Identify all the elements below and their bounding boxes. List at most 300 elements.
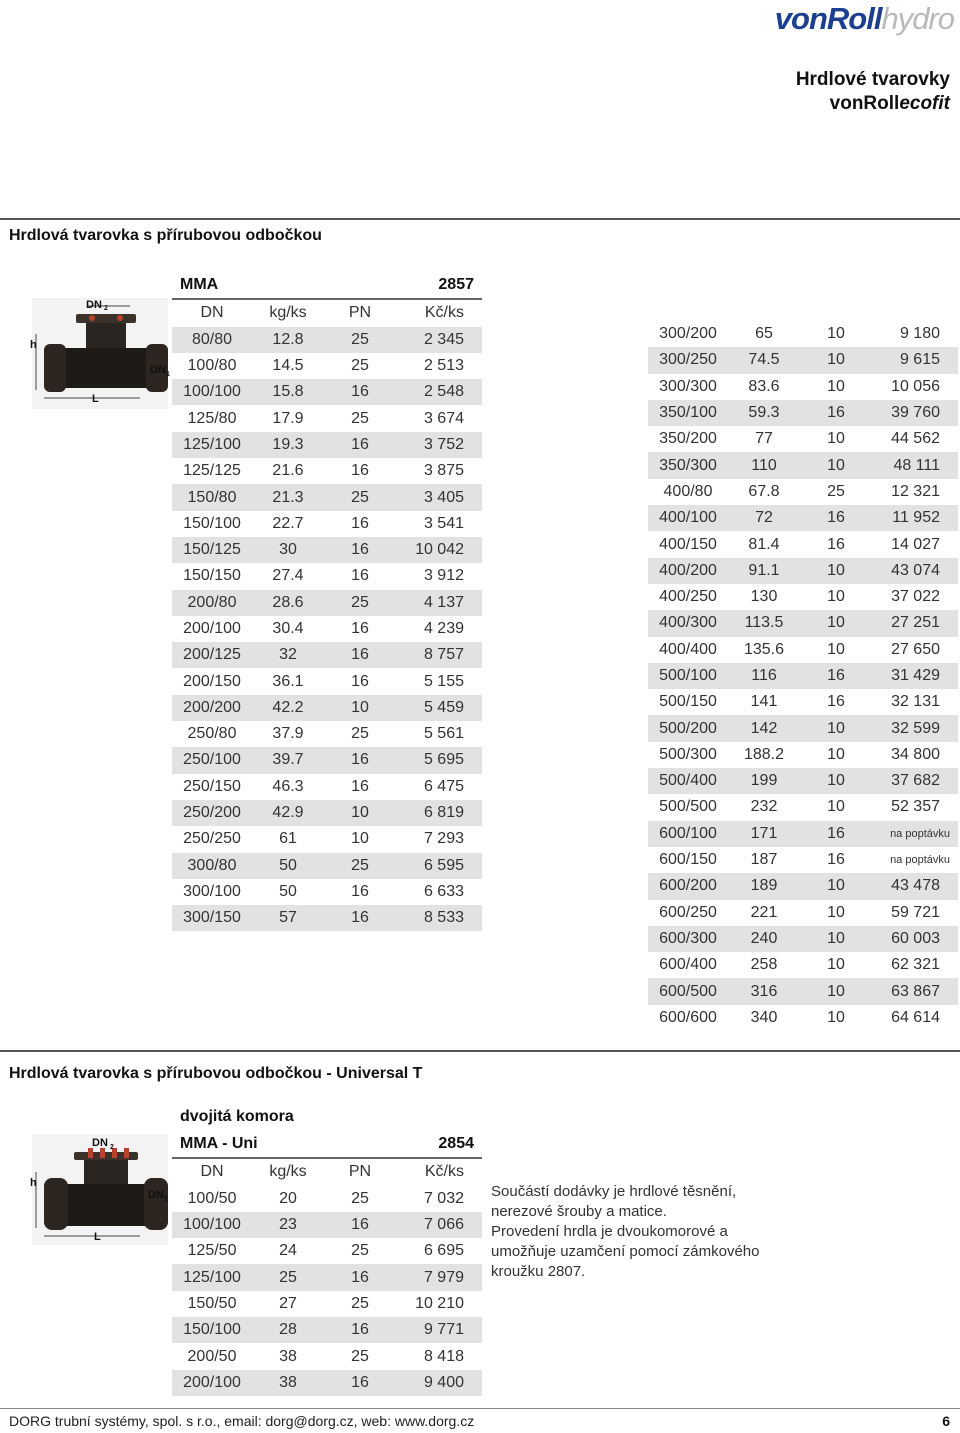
cell-pn: 10 <box>800 794 872 820</box>
section-divider <box>0 218 960 220</box>
figure-label-dn1-sub: 1 <box>166 371 170 378</box>
table-header-row <box>172 272 482 299</box>
table-row <box>648 452 958 478</box>
price-table-2857-continued <box>648 321 958 1031</box>
table-row <box>172 747 482 773</box>
cell-weight: 27.4 <box>252 563 324 589</box>
table-row <box>648 900 958 926</box>
document-title-line2 <box>796 92 950 116</box>
cell-pn: 16 <box>800 505 872 531</box>
cell-pn: 16 <box>324 1212 396 1238</box>
cell-weight: 50 <box>252 853 324 879</box>
cell-dn: 600/600 <box>648 1005 728 1031</box>
cell-weight: 25 <box>252 1264 324 1290</box>
table-row <box>648 531 958 557</box>
cell-pn: 25 <box>324 1343 396 1369</box>
figure-label-l: L <box>94 1231 101 1243</box>
cell-weight: 19.3 <box>252 432 324 458</box>
table-row <box>648 374 958 400</box>
cell-pn: 10 <box>800 321 872 347</box>
figure-label-h: h <box>30 339 37 351</box>
cell-price: 32 131 <box>872 689 958 715</box>
cell-price: 11 952 <box>872 505 958 531</box>
cell-pn: 25 <box>324 590 396 616</box>
cell-weight: 81.4 <box>728 531 800 557</box>
cell-pn: 10 <box>800 715 872 741</box>
cell-weight: 24 <box>252 1238 324 1264</box>
cell-weight: 110 <box>728 452 800 478</box>
cell-pn: 10 <box>800 873 872 899</box>
document-title-line1: Hrdlové tvarovky <box>795 69 950 90</box>
cell-weight: 27 <box>252 1291 324 1317</box>
cell-dn: 100/80 <box>172 353 252 379</box>
cell-price: 5 459 <box>396 695 482 721</box>
cell-pn: 25 <box>324 1291 396 1317</box>
cell-pn: 16 <box>324 432 396 458</box>
cell-dn: 500/500 <box>648 794 728 820</box>
cell-pn: 16 <box>324 563 396 589</box>
cell-weight: 316 <box>728 978 800 1004</box>
figure-label-dn1: DN <box>148 1189 164 1201</box>
product-note <box>491 1182 781 1282</box>
cell-price: 9 615 <box>872 347 958 373</box>
cell-price: na poptávku <box>872 847 958 873</box>
cell-weight: 38 <box>252 1343 324 1369</box>
cell-price: 8 418 <box>396 1343 482 1369</box>
universal-tee-drawing <box>30 1132 170 1247</box>
cell-dn: 150/80 <box>172 484 252 510</box>
cell-pn: 16 <box>800 663 872 689</box>
cell-dn: 300/250 <box>648 347 728 373</box>
table-row <box>172 774 482 800</box>
cell-price: 4 137 <box>396 590 482 616</box>
cell-pn: 16 <box>324 747 396 773</box>
col-weight: kg/ks <box>252 1158 324 1185</box>
cell-weight: 189 <box>728 873 800 899</box>
table-row <box>648 821 958 847</box>
cell-weight: 28.6 <box>252 590 324 616</box>
section-divider <box>0 1050 960 1052</box>
cell-price: 5 155 <box>396 668 482 694</box>
cell-price: 59 721 <box>872 900 958 926</box>
cell-dn: 150/150 <box>172 563 252 589</box>
table-row <box>648 952 958 978</box>
cell-dn: 125/125 <box>172 458 252 484</box>
cell-dn: 350/300 <box>648 452 728 478</box>
cell-weight: 17.9 <box>252 405 324 431</box>
figure-label-dn1: DN <box>150 364 166 376</box>
cell-price: 8 757 <box>396 642 482 668</box>
table-row <box>172 826 482 852</box>
table-row <box>648 978 958 1004</box>
cell-dn: 400/200 <box>648 558 728 584</box>
cell-price: 3 912 <box>396 563 482 589</box>
cell-dn: 150/50 <box>172 1291 252 1317</box>
table-row <box>172 1370 482 1396</box>
cell-price: 9 771 <box>396 1317 482 1343</box>
cell-price: 10 056 <box>872 374 958 400</box>
cell-weight: 188.2 <box>728 742 800 768</box>
table-row <box>648 663 958 689</box>
cell-dn: 200/200 <box>172 695 252 721</box>
cell-price: 37 022 <box>872 584 958 610</box>
cell-dn: 300/100 <box>172 879 252 905</box>
cell-weight: 46.3 <box>252 774 324 800</box>
cell-price: 3 405 <box>396 484 482 510</box>
cell-price: 2 548 <box>396 379 482 405</box>
figure-label-dn2-sub: 2 <box>104 305 108 312</box>
cell-dn: 400/300 <box>648 610 728 636</box>
col-pn: PN <box>324 1158 396 1185</box>
cell-pn: 16 <box>324 879 396 905</box>
cell-price: 12 321 <box>872 479 958 505</box>
note-line: kroužku 2807. <box>491 1263 586 1280</box>
table-row <box>648 715 958 741</box>
column-header-row <box>172 1158 482 1185</box>
cell-price: 52 357 <box>872 794 958 820</box>
cell-price: 62 321 <box>872 952 958 978</box>
cell-weight: 36.1 <box>252 668 324 694</box>
cell-pn: 10 <box>324 826 396 852</box>
cell-pn: 25 <box>324 405 396 431</box>
table-row <box>648 847 958 873</box>
cell-price: na poptávku <box>872 821 958 847</box>
cell-dn: 250/80 <box>172 721 252 747</box>
cell-price: 8 533 <box>396 905 482 931</box>
cell-weight: 65 <box>728 321 800 347</box>
cell-dn: 300/200 <box>648 321 728 347</box>
cell-pn: 16 <box>800 531 872 557</box>
cell-weight: 21.6 <box>252 458 324 484</box>
col-dn: DN <box>172 299 252 326</box>
cell-dn: 500/200 <box>648 715 728 741</box>
cell-pn: 10 <box>324 800 396 826</box>
cell-pn: 16 <box>800 847 872 873</box>
cell-price: 7 032 <box>396 1186 482 1212</box>
cell-dn: 400/80 <box>648 479 728 505</box>
cell-weight: 187 <box>728 847 800 873</box>
vonroll-hydro-logo <box>775 2 954 36</box>
table-row <box>172 695 482 721</box>
table-row <box>648 1005 958 1031</box>
cell-weight: 30.4 <box>252 616 324 642</box>
cell-price: 14 027 <box>872 531 958 557</box>
footer-text: DORG trubní systémy, spol. s r.o., email: dorg@dorg.cz, web: www.dorg.cz <box>9 1413 475 1429</box>
cell-weight: 38 <box>252 1370 324 1396</box>
cell-dn: 350/200 <box>648 426 728 452</box>
cell-weight: 72 <box>728 505 800 531</box>
cell-weight: 91.1 <box>728 558 800 584</box>
cell-weight: 116 <box>728 663 800 689</box>
cell-dn: 400/250 <box>648 584 728 610</box>
cell-weight: 12.8 <box>252 327 324 353</box>
cell-weight: 240 <box>728 926 800 952</box>
table-row <box>172 1317 482 1343</box>
cell-price: 3 541 <box>396 511 482 537</box>
section2-title: Hrdlová tvarovka s přírubovou odbočkou - Universal T <box>9 1065 423 1082</box>
cell-pn: 16 <box>324 774 396 800</box>
cell-dn: 600/200 <box>648 873 728 899</box>
table-row <box>172 853 482 879</box>
cell-price: 2 345 <box>396 327 482 353</box>
cell-price: 6 695 <box>396 1238 482 1264</box>
cell-price: 7 979 <box>396 1264 482 1290</box>
cell-weight: 171 <box>728 821 800 847</box>
table-row <box>648 426 958 452</box>
table-row <box>172 1186 482 1212</box>
cell-price: 39 760 <box>872 400 958 426</box>
cell-dn: 600/250 <box>648 900 728 926</box>
cell-weight: 30 <box>252 537 324 563</box>
cell-dn: 250/100 <box>172 747 252 773</box>
table-row <box>172 642 482 668</box>
table-row <box>172 537 482 563</box>
page-number: 6 <box>942 1413 950 1429</box>
cell-weight: 83.6 <box>728 374 800 400</box>
cell-weight: 74.5 <box>728 347 800 373</box>
col-price: Kč/ks <box>396 299 482 326</box>
cell-weight: 59.3 <box>728 400 800 426</box>
cell-pn: 25 <box>324 353 396 379</box>
table-row <box>172 800 482 826</box>
cell-pn: 10 <box>800 452 872 478</box>
table-row <box>648 926 958 952</box>
cell-pn: 10 <box>800 900 872 926</box>
cell-pn: 10 <box>800 426 872 452</box>
cell-weight: 340 <box>728 1005 800 1031</box>
cell-dn: 80/80 <box>172 327 252 353</box>
cell-pn: 16 <box>324 642 396 668</box>
table-row <box>172 721 482 747</box>
note-line: Součástí dodávky je hrdlové těsnění, <box>491 1183 737 1200</box>
cell-dn: 600/500 <box>648 978 728 1004</box>
cell-pn: 10 <box>800 952 872 978</box>
cell-price: 6 475 <box>396 774 482 800</box>
cell-weight: 57 <box>252 905 324 931</box>
cell-pn: 25 <box>324 721 396 747</box>
cell-dn: 100/50 <box>172 1186 252 1212</box>
cell-pn: 16 <box>324 905 396 931</box>
cell-price: 6 595 <box>396 853 482 879</box>
cell-pn: 25 <box>324 327 396 353</box>
cell-weight: 32 <box>252 642 324 668</box>
table-row <box>648 637 958 663</box>
cell-dn: 150/100 <box>172 1317 252 1343</box>
table-row <box>648 347 958 373</box>
cell-dn: 150/100 <box>172 511 252 537</box>
cell-price: 3 752 <box>396 432 482 458</box>
tee-fitting-drawing <box>30 296 170 411</box>
cell-dn: 250/250 <box>172 826 252 852</box>
table-row <box>648 794 958 820</box>
cell-pn: 16 <box>324 1264 396 1290</box>
logo-part-vonroll: vonRoll <box>774 1 882 36</box>
cell-dn: 400/150 <box>648 531 728 557</box>
cell-weight: 39.7 <box>252 747 324 773</box>
figure-label-dn2-sub: 2 <box>110 1144 114 1151</box>
cell-weight: 221 <box>728 900 800 926</box>
cell-pn: 10 <box>800 610 872 636</box>
product-name: MMA <box>172 272 324 299</box>
cell-pn: 16 <box>324 511 396 537</box>
table-row <box>172 1343 482 1369</box>
column-header-row <box>172 299 482 326</box>
cell-pn: 10 <box>324 695 396 721</box>
cell-dn: 400/100 <box>648 505 728 531</box>
cell-price: 3 875 <box>396 458 482 484</box>
table-row <box>648 742 958 768</box>
cell-price: 7 066 <box>396 1212 482 1238</box>
cell-weight: 113.5 <box>728 610 800 636</box>
cell-price: 60 003 <box>872 926 958 952</box>
cell-dn: 150/125 <box>172 537 252 563</box>
cell-dn: 200/100 <box>172 1370 252 1396</box>
table-row <box>172 484 482 510</box>
table-row <box>172 1212 482 1238</box>
product-code: 2854 <box>324 1131 482 1158</box>
table-row <box>648 321 958 347</box>
cell-pn: 10 <box>800 347 872 373</box>
cell-dn: 250/200 <box>172 800 252 826</box>
table-row <box>648 584 958 610</box>
cell-price: 10 042 <box>396 537 482 563</box>
cell-pn: 16 <box>324 1370 396 1396</box>
figure-label-l: L <box>92 393 99 405</box>
cell-price: 3 674 <box>396 405 482 431</box>
cell-price: 2 513 <box>396 353 482 379</box>
cell-pn: 10 <box>800 1005 872 1031</box>
table-row <box>172 353 482 379</box>
table-row <box>172 327 482 353</box>
cell-weight: 15.8 <box>252 379 324 405</box>
col-dn: DN <box>172 1158 252 1185</box>
table-row <box>648 610 958 636</box>
cell-weight: 258 <box>728 952 800 978</box>
cell-pn: 16 <box>324 537 396 563</box>
cell-dn: 125/100 <box>172 432 252 458</box>
cell-price: 27 251 <box>872 610 958 636</box>
cell-weight: 61 <box>252 826 324 852</box>
table-row <box>172 1264 482 1290</box>
table-row <box>172 616 482 642</box>
cell-pn: 25 <box>324 484 396 510</box>
cell-price: 63 867 <box>872 978 958 1004</box>
col-pn: PN <box>324 299 396 326</box>
figure-label-dn2: DN <box>86 299 102 311</box>
cell-dn: 300/80 <box>172 853 252 879</box>
cell-pn: 25 <box>324 1186 396 1212</box>
cell-weight: 22.7 <box>252 511 324 537</box>
table-row <box>648 768 958 794</box>
cell-pn: 10 <box>800 926 872 952</box>
cell-dn: 100/100 <box>172 1212 252 1238</box>
cell-dn: 200/150 <box>172 668 252 694</box>
cell-dn: 250/150 <box>172 774 252 800</box>
cell-pn: 10 <box>800 742 872 768</box>
cell-weight: 77 <box>728 426 800 452</box>
cell-dn: 500/150 <box>648 689 728 715</box>
cell-dn: 500/100 <box>648 663 728 689</box>
cell-pn: 16 <box>324 379 396 405</box>
table-row <box>172 1291 482 1317</box>
cell-dn: 350/100 <box>648 400 728 426</box>
price-table-2854 <box>172 1131 482 1396</box>
cell-dn: 100/100 <box>172 379 252 405</box>
table-row <box>172 590 482 616</box>
cell-price: 31 429 <box>872 663 958 689</box>
table-row <box>172 563 482 589</box>
cell-dn: 600/100 <box>648 821 728 847</box>
cell-pn: 10 <box>800 978 872 1004</box>
section2-subtitle: dvojitá komora <box>180 1108 294 1125</box>
cell-dn: 200/125 <box>172 642 252 668</box>
cell-weight: 37.9 <box>252 721 324 747</box>
col-price: Kč/ks <box>396 1158 482 1185</box>
cell-dn: 125/100 <box>172 1264 252 1290</box>
cell-dn: 300/150 <box>172 905 252 931</box>
table-row <box>172 458 482 484</box>
table-row <box>648 873 958 899</box>
cell-pn: 16 <box>800 400 872 426</box>
logo-part-hydro: hydro <box>881 1 954 36</box>
cell-dn: 125/50 <box>172 1238 252 1264</box>
figure-label-dn2: DN <box>92 1137 108 1149</box>
table-row <box>172 905 482 931</box>
cell-weight: 42.2 <box>252 695 324 721</box>
col-weight: kg/ks <box>252 299 324 326</box>
cell-pn: 10 <box>800 558 872 584</box>
cell-dn: 200/80 <box>172 590 252 616</box>
cell-weight: 20 <box>252 1186 324 1212</box>
cell-dn: 200/100 <box>172 616 252 642</box>
cell-pn: 10 <box>800 584 872 610</box>
cell-pn: 10 <box>800 768 872 794</box>
footer-divider <box>0 1408 960 1409</box>
cell-weight: 50 <box>252 879 324 905</box>
table-row <box>172 379 482 405</box>
cell-weight: 23 <box>252 1212 324 1238</box>
cell-price: 64 614 <box>872 1005 958 1031</box>
note-line: nerezové šrouby a matice. <box>491 1203 667 1220</box>
document-title-brand-italic: ecofit <box>899 93 950 114</box>
cell-pn: 16 <box>800 689 872 715</box>
cell-pn: 25 <box>800 479 872 505</box>
cell-price: 32 599 <box>872 715 958 741</box>
cell-pn: 16 <box>324 616 396 642</box>
cell-dn: 600/150 <box>648 847 728 873</box>
table-row <box>172 1238 482 1264</box>
table-row <box>648 400 958 426</box>
cell-weight: 67.8 <box>728 479 800 505</box>
cell-price: 6 819 <box>396 800 482 826</box>
cell-price: 37 682 <box>872 768 958 794</box>
cell-price: 43 074 <box>872 558 958 584</box>
cell-pn: 10 <box>800 637 872 663</box>
cell-price: 48 111 <box>872 452 958 478</box>
document-title <box>796 68 950 116</box>
cell-price: 5 695 <box>396 747 482 773</box>
cell-weight: 21.3 <box>252 484 324 510</box>
table-row <box>172 432 482 458</box>
cell-dn: 125/80 <box>172 405 252 431</box>
note-line: umožňuje uzamčení pomocí zámkového <box>491 1243 760 1260</box>
section1-title: Hrdlová tvarovka s přírubovou odbočkou <box>9 227 322 244</box>
cell-weight: 14.5 <box>252 353 324 379</box>
cell-weight: 141 <box>728 689 800 715</box>
cell-weight: 199 <box>728 768 800 794</box>
note-line: Provedení hrdla je dvoukomorové a <box>491 1223 728 1240</box>
table-header-row <box>172 1131 482 1158</box>
